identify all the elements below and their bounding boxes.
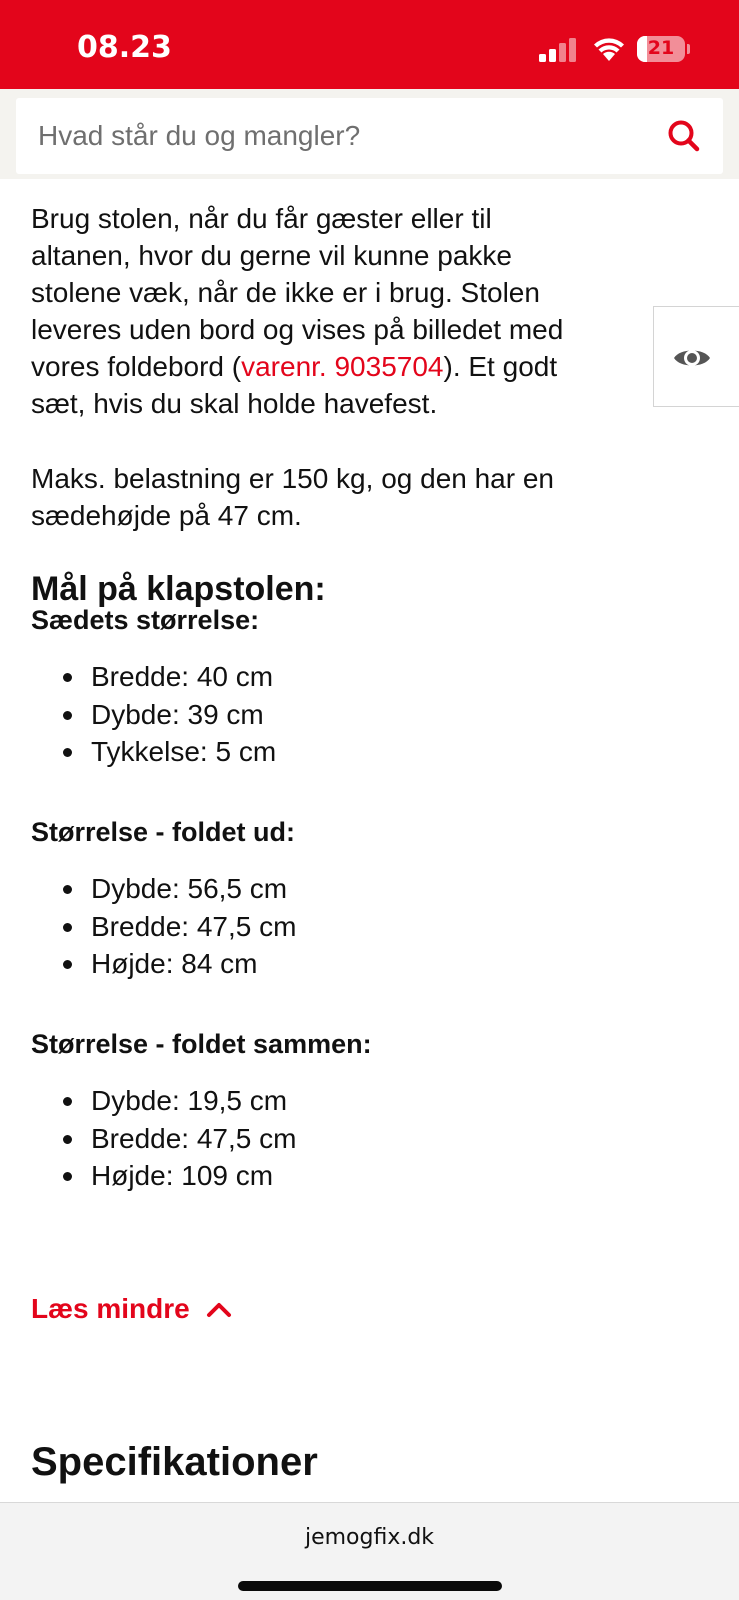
- read-less-button[interactable]: [31, 1293, 232, 1325]
- text-line: leveres uden bord og vises på billedet med: [31, 314, 564, 345]
- search-input[interactable]: [38, 98, 638, 174]
- specifications-heading: Specifikationer: [31, 1440, 318, 1484]
- text-line: sæt, hvis du skal holde havefest.: [31, 388, 438, 419]
- list-item: Dybde: 56,5 cm: [91, 870, 296, 908]
- seat-dimensions-list: [91, 658, 276, 771]
- section-title-seat: Sædets størrelse:: [31, 605, 260, 635]
- dimensions-heading: Mål på klapstolen:: [31, 570, 326, 608]
- text-line: stolene væk, når de ikke er i brug. Stolen: [31, 277, 540, 308]
- description-paragraph-1: [31, 200, 651, 422]
- list-item: Højde: 84 cm: [91, 945, 296, 983]
- eye-icon: [672, 343, 712, 373]
- list-item: Bredde: 47,5 cm: [91, 908, 296, 946]
- read-less-label: Læs mindre: [31, 1293, 190, 1324]
- status-time: 08.23: [77, 30, 172, 65]
- view-toggle-button[interactable]: [653, 306, 739, 407]
- search-box: [16, 98, 723, 174]
- list-item: Dybde: 39 cm: [91, 696, 276, 734]
- text-line: sædehøjde på 47 cm.: [31, 500, 302, 531]
- browser-url[interactable]: jemogfix.dk: [304, 1525, 435, 1550]
- wifi-icon: [593, 36, 625, 62]
- browser-address-bar[interactable]: [0, 1502, 739, 1600]
- list-item: Dybde: 19,5 cm: [91, 1082, 296, 1120]
- list-item: Højde: 109 cm: [91, 1157, 296, 1195]
- battery-icon: [637, 36, 689, 62]
- section-title-unfolded: Størrelse - foldet ud:: [31, 817, 296, 847]
- text-line: Maks. belastning er 150 kg, og den har en: [31, 463, 555, 494]
- battery-level: 21: [647, 37, 675, 59]
- description-paragraph-2: [31, 460, 554, 534]
- search-bar: [0, 89, 739, 179]
- cellular-signal-icon: [539, 38, 579, 62]
- unfolded-dimensions-list: [91, 870, 296, 983]
- chevron-up-icon: [206, 1300, 232, 1318]
- list-item: Bredde: 47,5 cm: [91, 1120, 296, 1158]
- section-title-folded: Størrelse - foldet sammen:: [31, 1029, 372, 1059]
- product-number-link[interactable]: varenr. 9035704: [241, 351, 444, 382]
- list-item: Bredde: 40 cm: [91, 658, 276, 696]
- text-line: vores foldebord (varenr. 9035704). Et godt: [31, 351, 558, 382]
- text-line: Brug stolen, når du får gæster eller til: [31, 203, 492, 234]
- list-item: Tykkelse: 5 cm: [91, 733, 276, 771]
- home-indicator[interactable]: [238, 1581, 502, 1591]
- status-bar: [0, 0, 739, 89]
- folded-dimensions-list: [91, 1082, 296, 1195]
- search-icon[interactable]: [666, 118, 702, 154]
- text-line: altanen, hvor du gerne vil kunne pakke: [31, 240, 512, 271]
